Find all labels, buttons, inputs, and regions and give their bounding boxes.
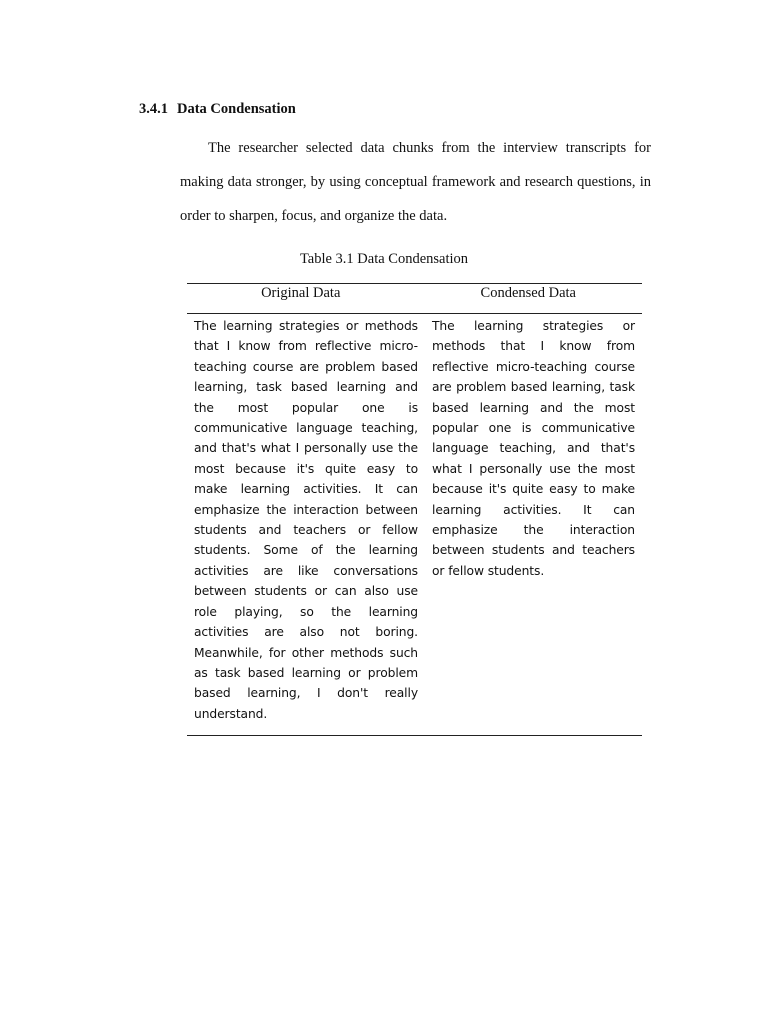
table-header-row [187,284,642,314]
section-title: Data Condensation [177,101,296,117]
data-condensation-table [187,283,642,736]
section-heading [139,101,296,118]
column-header-condensed: Condensed Data [480,285,576,301]
section-number: 3.4.1 [139,101,168,117]
cell-original-data: The learning strategies or methods that I know from reflective micro-teaching course are problem based learning, task based learning and the most popular one is communicative language teaching, and that's what I personally use the most because it's quite easy to make learning activities. It can emphasize the interaction between students and teachers or fellow students. Some of the learning activities are like conversations between students or can also use role playing, so the learning activities are also not boring. Meanwhile, for other methods such as task based learning or problem based learning, I don't really understand. [194,319,418,721]
table-caption: Table 3.1 Data Condensation [299,251,469,267]
column-header-original: Original Data [261,285,341,301]
cell-condensed-data: The learning strategies or methods that I know from reflective micro-teaching course are problem based learning, task based learning and the most popular one is communicative language teaching, and that's what I personally use the most because it's quite easy to make learning activities. It can emphasize the interaction between students and teachers or fellow students. [432,319,635,578]
table-row [187,314,642,724]
body-paragraph: The researcher selected data chunks from the interview transcripts for making data stronger, by using conceptual framework and research questions, in order to sharpen, focus, and organize the data. [180,140,651,224]
